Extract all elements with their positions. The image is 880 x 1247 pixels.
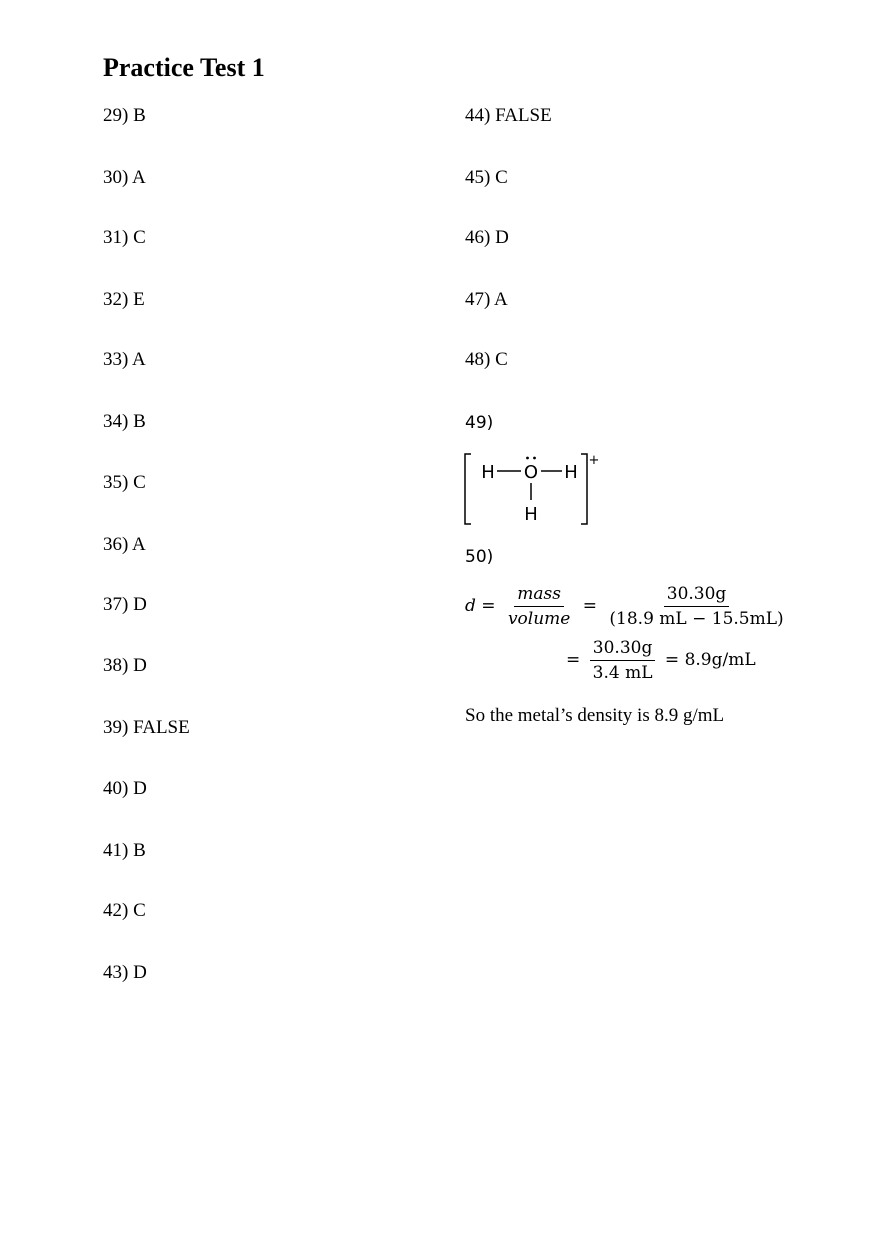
density-result: 8.9g/mL: [684, 650, 756, 670]
fraction-denominator: volume: [507, 609, 571, 629]
lone-pair-dot: [533, 457, 536, 460]
answer-38: 38) D: [103, 655, 147, 676]
atom-o: O: [523, 462, 539, 483]
answer-39: 39) FALSE: [103, 717, 190, 738]
fraction-numerator: 30.30g: [590, 638, 656, 661]
answer-42: 42) C: [103, 900, 146, 921]
answer-34: 34) B: [103, 411, 146, 432]
answer-46: 46) D: [465, 227, 509, 248]
answer-50-label: 50): [465, 547, 494, 567]
atom-h-right: H: [564, 462, 578, 483]
answer-41: 41) B: [103, 840, 146, 861]
answer-30: 30) A: [103, 167, 146, 188]
answer-33: 33) A: [103, 349, 146, 370]
answer-29: 29) B: [103, 105, 146, 126]
charge-label: +: [588, 453, 600, 468]
answer-44: 44) FALSE: [465, 105, 552, 126]
answer-31: 31) C: [103, 227, 146, 248]
equals-sign: =: [481, 596, 496, 616]
density-equation-2: [566, 638, 756, 683]
fraction-numerator: mass: [514, 584, 564, 607]
left-bracket: [465, 454, 471, 524]
density-symbol: d: [465, 596, 476, 616]
mass-over-volume-fraction: [505, 584, 573, 629]
fraction-numerator: 30.30g: [664, 584, 730, 607]
fraction-denominator: (18.9 mL − 15.5mL): [609, 609, 784, 629]
values-fraction: [606, 584, 786, 629]
lone-pair-dot: [526, 457, 529, 460]
density-conclusion: So the metal’s density is 8.9 g/mL: [465, 705, 725, 726]
answer-35: 35) C: [103, 472, 146, 493]
hydronium-lewis-structure: [462, 448, 612, 530]
atom-h-left: H: [481, 462, 495, 483]
answer-43: 43) D: [103, 962, 147, 983]
fraction-denominator: 3.4 mL: [592, 663, 653, 683]
density-equation-1: [465, 584, 791, 629]
equals-sign: =: [664, 650, 680, 670]
answer-45: 45) C: [465, 167, 508, 188]
simplified-fraction: [590, 638, 656, 683]
atom-h-bottom: H: [524, 504, 538, 525]
answer-40: 40) D: [103, 778, 147, 799]
page-title: Practice Test 1: [103, 53, 265, 82]
right-bracket: [581, 454, 587, 524]
answer-36: 36) A: [103, 534, 146, 555]
equals-sign: =: [566, 650, 581, 670]
answer-37: 37) D: [103, 594, 147, 615]
equals-sign: =: [582, 596, 598, 616]
answer-49-label: 49): [465, 413, 494, 433]
answer-32: 32) E: [103, 289, 145, 310]
answer-47: 47) A: [465, 289, 508, 310]
answer-48: 48) C: [465, 349, 508, 370]
